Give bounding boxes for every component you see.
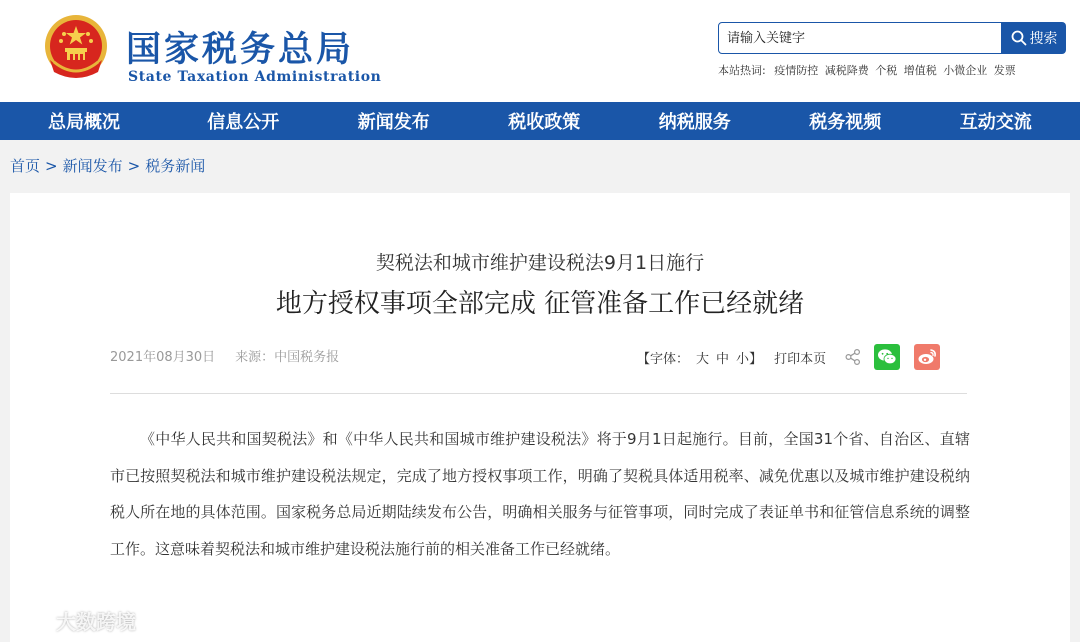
- article-title: 地方授权事项全部完成 征管准备工作已经就绪: [275, 289, 805, 319]
- hot-words: [718, 62, 1019, 78]
- main-nav: [0, 102, 1080, 140]
- national-emblem-icon[interactable]: [40, 12, 112, 84]
- site-header: [0, 0, 1080, 102]
- nav-item-news[interactable]: 新闻发布: [357, 112, 430, 133]
- font-size-small[interactable]: 小: [736, 351, 750, 367]
- font-size-control: [637, 348, 762, 367]
- search-button-label: 搜索: [1029, 31, 1058, 47]
- article-source: 来源：中国税务报: [235, 350, 340, 365]
- article-divider: [110, 393, 967, 394]
- article-subtitle: 契税法和城市维护建设税法9月1日施行: [375, 252, 705, 274]
- hot-words-label: 本站热词:: [718, 64, 766, 77]
- breadcrumb: [10, 155, 205, 176]
- hot-word-link[interactable]: 发票: [993, 64, 1016, 77]
- breadcrumb-separator: >: [127, 157, 141, 175]
- hot-word-link[interactable]: 增值税: [903, 64, 937, 77]
- search-input[interactable]: [718, 22, 1002, 54]
- wechat-icon[interactable]: [874, 344, 900, 370]
- watermark-logo-icon: [8, 610, 52, 632]
- search-button[interactable]: [1002, 22, 1066, 54]
- breadcrumb-news[interactable]: 新闻发布: [62, 157, 123, 175]
- search-icon: [1011, 30, 1027, 46]
- hot-word-link[interactable]: 小微企业: [943, 64, 988, 77]
- breadcrumb-separator: >: [45, 157, 58, 175]
- nav-item-taxpayer-service[interactable]: 纳税服务: [658, 112, 731, 133]
- nav-item-tax-policy[interactable]: 税收政策: [508, 112, 581, 133]
- article-meta: [110, 346, 339, 365]
- nav-item-tax-video[interactable]: 税务视频: [809, 112, 882, 133]
- article-tools: [637, 344, 940, 370]
- hot-word-link[interactable]: 减税降费: [824, 64, 869, 77]
- breadcrumb-home[interactable]: 首页: [10, 157, 41, 175]
- watermark: [8, 606, 136, 635]
- font-size-large[interactable]: 大: [696, 351, 710, 367]
- print-page-link[interactable]: 打印本页: [774, 351, 827, 367]
- nav-item-overview[interactable]: 总局概况: [48, 112, 120, 133]
- site-title-cn[interactable]: 国家税务总局: [126, 30, 355, 70]
- article-body: 《中华人民共和国契税法》和《中华人民共和国城市维护建设税法》将于9月1日起施行。目前，全国31个省、自治区、直辖市已按照契税法和城市维护建设税法规定，完成了地方授权事项工作，明确了契税具体适用税率、减免优惠以及城市维护建设税纳税人所在地的具体范围。国家税务总局近期陆续发布公告，明确相关服务与征管事项，同时完成了表证单书和征管信息系统的调整工作。这意味着契税法和城市维护建设税法施行前的相关准备工作已经就绪。: [110, 430, 970, 558]
- breadcrumb-tax-news[interactable]: 税务新闻: [145, 157, 206, 175]
- weibo-icon[interactable]: [914, 344, 940, 370]
- nav-item-info-disclosure[interactable]: 信息公开: [207, 112, 280, 133]
- font-size-medium[interactable]: 中: [716, 351, 730, 367]
- share-icon[interactable]: [844, 348, 862, 366]
- font-size-close: 】: [749, 351, 763, 367]
- hot-word-link[interactable]: 疫情防控: [774, 64, 819, 77]
- watermark-text: 大数跨境: [56, 610, 136, 634]
- nav-item-interaction[interactable]: 互动交流: [959, 112, 1032, 133]
- site-title-en[interactable]: State Taxation Administration: [128, 69, 382, 85]
- article-date: 2021年08月30日: [110, 350, 216, 365]
- hot-word-link[interactable]: 个税: [875, 64, 898, 77]
- article-card: [10, 193, 1070, 642]
- font-size-label: 【字体：: [637, 351, 690, 367]
